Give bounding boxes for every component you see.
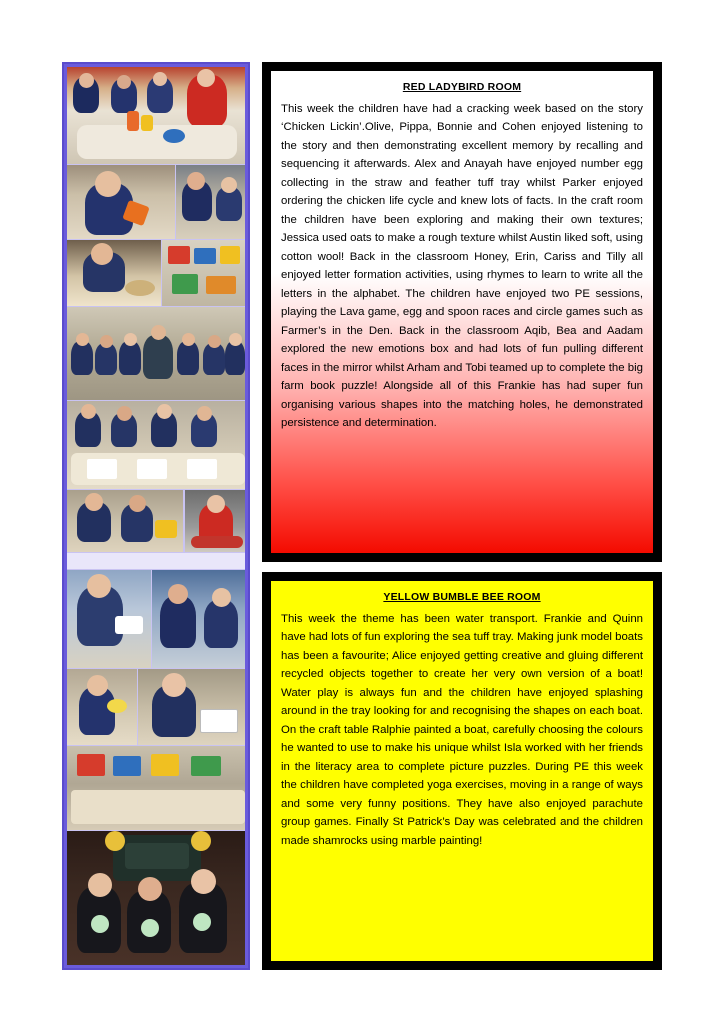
list-item	[67, 570, 151, 668]
list-item	[185, 490, 245, 552]
yellow-bumble-bee-room-panel	[262, 572, 662, 970]
photo-collage-inner	[67, 67, 245, 965]
yellow-panel-text: This week the theme has been water transport. Frankie and Quinn have had lots of fun exploring the sea tuff tray. Making junk model boats has been a favourite; Alice enjoyed getting creative and gluing different recycled objects together to create her very own version of a boat! Water play is always fun and the children have enjoyed splashing around in the tray looking for and recognising the shapes on each boat. On the craft table Ralphie painted a boat, carefully choosing the colours he wanted to use to make his unique whilst Isla worked with her friends in the literacy area to complete picture puzzles. During PE this week the children have completed yoga exercises, moving in a range of ways and some very funny positions. They have also enjoyed parachute group games. Finally St Patrick’s Day was celebrated and the children made shamrocks using marble painting!	[281, 613, 643, 847]
list-item	[138, 669, 245, 745]
yellow-panel-title: YELLOW BUMBLE BEE ROOM	[383, 591, 541, 603]
list-item	[67, 746, 245, 830]
list-item	[67, 401, 245, 489]
list-item	[67, 553, 245, 569]
red-panel-body	[271, 71, 653, 553]
yellow-panel-body	[271, 581, 653, 961]
list-item	[67, 490, 183, 552]
red-panel-text: This week the children have had a cracking week based on the story ‘Chicken Lickin’.Olive, Pippa, Bonnie and Cohen enjoyed listening to the story and then demonstrating excellent memory by recalling and sequencing it afterwards. Alex and Anayah have enjoyed number egg collecting in the straw and feather tuff tray whilst Parker enjoyed ordering the chicken life cycle and knew lots of facts. In the craft room the children have been exploring and making their own textures; Jessica used oats to make a rough texture whilst Austin liked soft, using cotton wool! Back in the classroom Honey, Erin, Cariss and Tilly all enjoyed letter formation activities, using rhymes to learn to write all the letters in the alphabet. The children have enjoyed two PE sessions, playing the Lava game, egg and spoon races and circle games such as Farmer’s in the Den. Back in the classroom Aqib, Bea and Aadam explored the new emotions box and had lots of fun pulling different faces in the mirror whilst Arham and Tobi teamed up to complete the big farm book puzzle! Alongside all of this Frankie has had super fun organising various shapes into the matching holes, he demonstrated persistence and determination.	[281, 103, 643, 429]
list-item	[67, 240, 161, 306]
list-item	[67, 307, 245, 400]
list-item	[67, 831, 245, 965]
red-panel-title: RED LADYBIRD ROOM	[402, 81, 522, 93]
list-item	[67, 669, 137, 745]
list-item	[67, 67, 245, 164]
red-ladybird-room-panel	[262, 62, 662, 562]
list-item	[176, 165, 245, 239]
photo-collage	[62, 62, 250, 970]
list-item	[162, 240, 245, 306]
list-item	[152, 570, 245, 668]
list-item	[67, 165, 175, 239]
